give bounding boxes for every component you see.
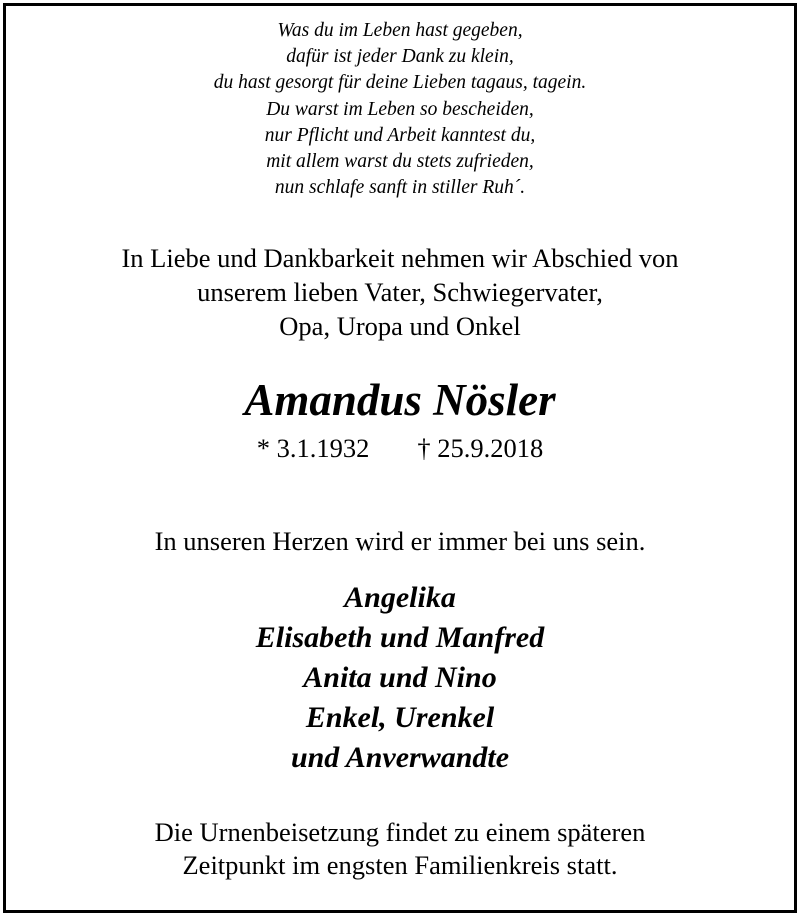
poem-line: du hast gesorgt für deine Lieben tagaus, tagein. [213,72,587,94]
birth-date: * 3.1.1932 [256,433,370,463]
mourner-line: Enkel, Urenkel [305,701,495,734]
poem-line: nur Pflicht und Arbeit kanntest du, [264,124,536,146]
death-date: † 25.9.2018 [417,433,544,463]
intro-line: Opa, Uropa und Onkel [279,311,521,341]
burial-line: Die Urnenbeisetzung findet zu einem späteren [154,817,646,847]
intro-line: In Liebe und Dankbarkeit nehmen wir Abschied von [121,243,679,273]
poem-line: mit allem warst du stets zufrieden, [266,151,534,173]
poem-line: Du warst im Leben so bescheiden, [266,98,534,120]
memorial-line: In unseren Herzen wird er immer bei uns sein. [154,526,646,556]
burial-notice [0,816,800,882]
mourners-list [0,578,800,778]
intro-line: unserem lieben Vater, Schwiegervater, [197,277,603,307]
deceased-name: Amandus Nösler [244,375,556,425]
mourner-line: Angelika [344,581,456,614]
poem-line: nun schlafe sanft in stiller Ruh´. [274,177,526,199]
mourner-line: Anita und Nino [303,661,497,694]
poem-line: Was du im Leben hast gegeben, [277,20,523,41]
mourner-line: Elisabeth und Manfred [255,621,545,654]
poem-line: dafür ist jeder Dank zu klein, [286,46,514,68]
farewell-intro [0,241,800,343]
burial-line: Zeitpunkt im engsten Familienkreis statt. [182,850,618,880]
life-dates [0,431,800,465]
poem [0,18,800,201]
mourner-line: und Anverwandte [290,741,510,774]
